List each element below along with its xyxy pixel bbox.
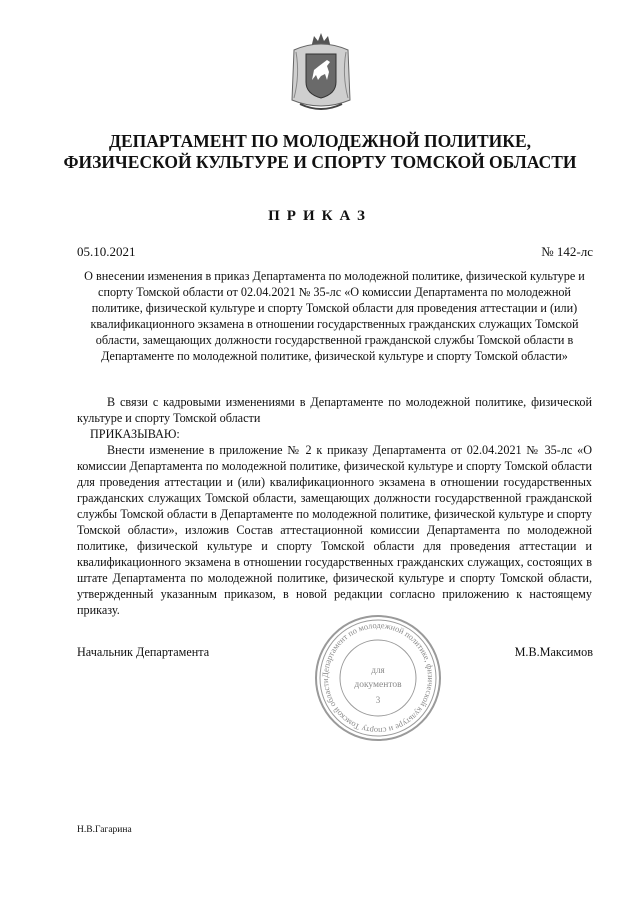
executor-name: Н.В.Гагарина xyxy=(77,825,132,835)
org-line-1: ДЕПАРТАМЕНТ ПО МОЛОДЕЖНОЙ ПОЛИТИКЕ, xyxy=(108,131,532,151)
order-paragraph: Внести изменение в приложение № 2 к приказу Департамента от 02.04.2021 № 35-лс «О комиссии Департамента по молодежной политике, физической культуре и спорту Томской области для проведения аттестации и (или) квалификационного экзамена в отношении государственных гражданских служащих Томской области, замещающих должности государственной гражданской службы Томской области в Департаменте по молодежной политике, физической культуре и спорту Томской области», изложив Состав аттестационной комиссии Департамента по молодежной политике, физической культуре и спорту Томской области для проведения аттестации и квалификационного экзамена в отношении государственных гражданских служащих, состоящих в штате Департамента по молодежной политике, физической культуре и спорту Томской области, утвержденный указанным приказом, в новой редакции согласно приложению к настоящему приказу. xyxy=(77,443,592,617)
stamp-ring-text: Департамент по молодежной политике, физической культуре и спорту Томской области xyxy=(320,620,436,736)
preamble-paragraph: В связи с кадровыми изменениями в Департаменте по молодежной политике, физической культуре и спорту Томской области xyxy=(77,395,592,425)
stamp-center-number: 3 xyxy=(375,695,381,705)
signatory-name: М.В.Максимов xyxy=(514,645,593,659)
document-type: ПРИКАЗ xyxy=(268,208,372,224)
document-body xyxy=(77,394,592,618)
document-number: № 142-лс xyxy=(541,244,593,259)
coat-of-arms-icon xyxy=(286,30,356,116)
stamp-center-line-2: документов xyxy=(354,680,402,690)
stamp-center-line-1: для xyxy=(371,665,385,675)
organization-name xyxy=(40,131,600,173)
org-line-2: ФИЗИЧЕСКОЙ КУЛЬТУРЕ И СПОРТУ ТОМСКОЙ ОБЛАСТИ xyxy=(63,152,577,172)
order-word: ПРИКАЗЫВАЮ: xyxy=(90,427,180,441)
document-date: 05.10.2021 xyxy=(77,244,136,259)
signatory-title: Начальник Департамента xyxy=(77,645,210,659)
official-stamp xyxy=(312,612,444,744)
document-subject: О внесении изменения в приказ Департамента по молодежной политике, физической культуре и спорту Томской области от 02.04.2021 № 35-лс «О комиссии Департамента по молодежной политике, физической культуре и спорту Томской области для проведения аттестации и (или) квалификационного экзамена в отношении государственных гражданских служащих Томской области, замещающих должности государственной гражданской службы Томской области в Департаменте по молодежной политике, физической культуре и спорту Томской области» xyxy=(84,269,585,363)
